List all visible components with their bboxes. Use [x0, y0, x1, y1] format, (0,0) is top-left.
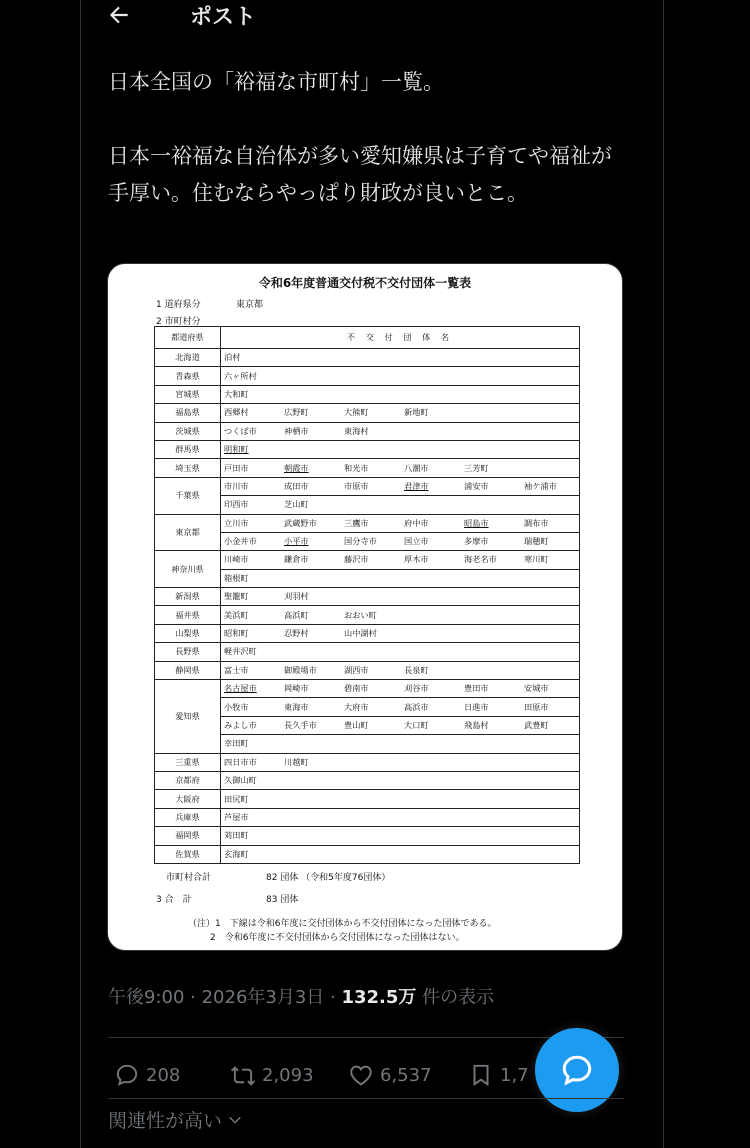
municipality-cell — [221, 698, 580, 716]
municipality-name: 大府市 — [344, 701, 369, 712]
municipality-name: 大熊町 — [344, 407, 369, 418]
municipality-name: 泊村 — [224, 352, 241, 363]
municipality-name: 芝山町 — [284, 499, 309, 510]
municipality-name: 明和町 — [224, 444, 249, 455]
municipality-name: 久御山町 — [224, 775, 257, 786]
table-row — [155, 349, 580, 367]
municipality-cell — [221, 808, 580, 826]
municipality-name: 昭島市 — [464, 517, 489, 528]
divider — [108, 1037, 624, 1038]
reply-icon — [114, 1062, 140, 1088]
prefecture-cell: 埼玉県 — [155, 459, 221, 477]
municipality-name: 碧南市 — [344, 683, 369, 694]
table-row — [155, 367, 580, 385]
municipality-name: 小金井市 — [224, 536, 257, 547]
municipality-name: 西郷村 — [224, 407, 249, 418]
table-row — [155, 771, 580, 789]
prefecture-cell: 佐賀県 — [155, 845, 221, 863]
municipality-name: 芦屋市 — [224, 811, 249, 822]
municipality-name: つくば市 — [224, 425, 257, 436]
total-value: 82 団体 （令和5年度76団体） — [266, 873, 391, 883]
municipality-name: 立川市 — [224, 517, 249, 528]
municipality-cell — [221, 496, 580, 514]
municipality-cell — [221, 735, 580, 753]
chevron-down-icon — [226, 1111, 244, 1129]
table-row — [155, 827, 580, 845]
post-meta — [108, 983, 494, 1009]
prefecture-cell: 新潟県 — [155, 588, 221, 606]
prefecture-cell: 神奈川県 — [155, 551, 221, 588]
municipality-name: 御殿場市 — [284, 664, 317, 675]
prefecture-cell: 大阪府 — [155, 790, 221, 808]
doc-line1-value: 東京都 — [236, 300, 264, 310]
table-row — [155, 404, 580, 422]
municipality-name: 名古屋市 — [224, 683, 257, 694]
top-bar — [80, 0, 664, 32]
prefecture-cell: 千葉県 — [155, 477, 221, 514]
municipality-name: 六ヶ所村 — [224, 370, 257, 381]
municipality-name: 東海市 — [284, 701, 309, 712]
municipality-name: 小平市 — [284, 536, 309, 547]
municipality-name: 小牧市 — [224, 701, 249, 712]
table-row — [155, 643, 580, 661]
prefecture-cell: 静岡県 — [155, 661, 221, 679]
post-timestamp[interactable]: 午後9:00 · 2026年3月3日 · — [108, 987, 342, 1008]
municipality-name: 印西市 — [224, 499, 249, 510]
prefecture-cell: 長野県 — [155, 643, 221, 661]
municipality-name: 武豊町 — [524, 720, 549, 730]
municipality-name: 寒川町 — [524, 554, 549, 565]
municipality-cell — [221, 404, 580, 422]
municipality-cell — [221, 367, 580, 385]
municipality-name: 大和町 — [224, 388, 249, 399]
back-button[interactable] — [106, 2, 136, 30]
chat-bubble-icon — [559, 1052, 595, 1088]
municipality-name: 三鷹市 — [344, 517, 369, 528]
divider — [108, 1098, 624, 1099]
arrow-left-icon — [106, 2, 132, 28]
note-2: 2 令和6年度に不交付団体から交付団体になった団体はない。 — [210, 933, 465, 943]
municipality-name: 岡崎市 — [284, 683, 309, 694]
municipality-cell — [221, 606, 580, 624]
municipality-name: 戸田市 — [224, 462, 249, 473]
sort-replies-dropdown[interactable] — [108, 1106, 244, 1133]
table-row — [155, 753, 580, 771]
municipality-name: 苅田町 — [224, 830, 249, 841]
municipality-cell — [221, 643, 580, 661]
municipality-cell — [221, 551, 580, 569]
prefecture-cell: 群馬県 — [155, 440, 221, 458]
municipality-name: 袖ケ浦市 — [524, 480, 557, 491]
grand-total-label: 3 合 計 — [156, 895, 192, 905]
municipality-name: 川崎市 — [224, 554, 249, 565]
municipality-name: 国立市 — [404, 536, 429, 547]
municipality-cell — [221, 477, 580, 495]
municipality-name: 高浜市 — [404, 701, 429, 712]
doc-line1-label: 1 道府県分 — [156, 300, 201, 310]
repost-button[interactable] — [230, 1058, 314, 1092]
table-row — [155, 422, 580, 440]
municipality-name: 市川市 — [224, 480, 249, 491]
prefecture-cell: 青森県 — [155, 367, 221, 385]
municipality-name: 調布市 — [524, 517, 549, 528]
prefecture-cell: 愛知県 — [155, 680, 221, 754]
table-row — [155, 845, 580, 863]
municipality-name: 成田市 — [284, 480, 309, 491]
municipality-name: 田原市 — [524, 701, 549, 712]
reply-button[interactable] — [114, 1058, 180, 1092]
municipality-cell — [221, 569, 580, 587]
prefecture-cell: 北海道 — [155, 349, 221, 367]
municipality-name: 三芳町 — [464, 462, 489, 473]
municipality-cell — [221, 514, 580, 532]
municipality-name: 日進市 — [464, 701, 489, 712]
municipality-name: 美浜町 — [224, 609, 249, 620]
municipality-name: 飛島村 — [464, 720, 489, 730]
table-row — [155, 808, 580, 826]
municipality-name: 東海村 — [344, 425, 369, 436]
like-count: 6,537 — [380, 1064, 432, 1086]
tweet-text: 日本全国の「裕福な市町村」一覧。 日本一裕福な自治体が多い愛知嫌県は子育てや福祉が手厚い。住むならやっぱり財政が良いとこ。 — [108, 70, 612, 205]
municipality-name: おおい町 — [344, 609, 377, 620]
prefecture-cell: 兵庫県 — [155, 808, 221, 826]
prefecture-cell: 宮城県 — [155, 385, 221, 403]
municipality-name: 八潮市 — [404, 462, 429, 473]
prefecture-cell: 福島県 — [155, 404, 221, 422]
municipality-name: 箱根町 — [224, 572, 249, 583]
municipality-name: 富士市 — [224, 664, 249, 675]
municipality-name: 長久手市 — [284, 720, 317, 730]
document-title: 令和6年度普通交付税不交付団体一覧表 — [258, 276, 472, 290]
municipality-cell — [221, 385, 580, 403]
municipality-name: 豊山町 — [344, 720, 369, 730]
municipality-table — [154, 326, 580, 864]
table-row — [155, 790, 580, 808]
municipality-name: 神栖市 — [284, 425, 309, 436]
municipality-cell — [221, 422, 580, 440]
municipality-name: 瑞穂町 — [524, 536, 549, 547]
table-row — [155, 661, 580, 679]
page-title: ポスト — [190, 5, 257, 30]
grand-total-value: 83 団体 — [266, 895, 299, 905]
bookmark-button[interactable] — [468, 1058, 529, 1092]
table-row — [155, 680, 580, 698]
table-row — [155, 477, 580, 495]
municipality-name: 長泉町 — [404, 664, 429, 675]
total-label: 市町村合計 — [166, 873, 212, 883]
municipality-name: 武蔵野市 — [284, 517, 317, 528]
municipality-name: 四日市市 — [224, 756, 257, 767]
municipality-name: 玄海町 — [224, 848, 249, 859]
municipality-name: 湖西市 — [344, 664, 369, 675]
table-row — [155, 440, 580, 458]
municipality-name: 安城市 — [524, 683, 549, 694]
municipality-name: 聖籠町 — [224, 591, 249, 602]
municipality-name: 多摩市 — [464, 536, 489, 547]
municipality-cell — [221, 459, 580, 477]
like-button[interactable] — [348, 1058, 432, 1092]
municipality-name: 刈谷市 — [404, 683, 429, 694]
prefecture-cell: 福岡県 — [155, 827, 221, 845]
repost-icon — [230, 1062, 256, 1088]
municipality-cell — [221, 771, 580, 789]
table-header-muni: 不 交 付 団 体 名 — [221, 327, 580, 349]
municipality-name: 府中市 — [404, 517, 429, 528]
table-row — [155, 606, 580, 624]
prefecture-cell: 山梨県 — [155, 624, 221, 642]
heart-icon — [348, 1062, 374, 1088]
municipality-name: 厚木市 — [404, 554, 429, 565]
attached-document-image[interactable] — [107, 263, 623, 951]
municipality-name: 昭和町 — [224, 628, 249, 639]
municipality-name: 川越町 — [284, 756, 309, 767]
table-row — [155, 514, 580, 532]
municipality-cell — [221, 532, 580, 550]
prefecture-cell: 京都府 — [155, 771, 221, 789]
prefecture-cell: 三重県 — [155, 753, 221, 771]
doc-line2-label: 2 市町村分 — [156, 317, 201, 327]
table-row — [155, 588, 580, 606]
municipality-name: 海老名市 — [464, 554, 497, 565]
municipality-name: 幸田町 — [224, 738, 249, 749]
compose-message-button[interactable] — [535, 1028, 619, 1112]
table-row — [155, 551, 580, 569]
municipality-name: 山中湖村 — [344, 628, 377, 639]
municipality-name: 朝霞市 — [284, 462, 309, 473]
reply-count: 208 — [146, 1064, 181, 1086]
municipality-name: 新地町 — [404, 407, 429, 418]
view-count-suffix: 件の表示 — [416, 987, 495, 1008]
table-row — [155, 459, 580, 477]
municipality-cell — [221, 440, 580, 458]
repost-count: 2,093 — [262, 1064, 314, 1086]
municipality-name: 国分寺市 — [344, 536, 377, 547]
municipality-cell — [221, 661, 580, 679]
table-row — [155, 385, 580, 403]
municipality-cell — [221, 349, 580, 367]
prefecture-cell: 茨城県 — [155, 422, 221, 440]
municipality-name: みよし市 — [224, 720, 257, 730]
municipality-name: 刈羽村 — [284, 591, 309, 602]
municipality-name: 豊田市 — [464, 683, 489, 694]
prefecture-cell: 東京都 — [155, 514, 221, 551]
municipality-cell — [221, 716, 580, 734]
municipality-cell — [221, 624, 580, 642]
municipality-cell — [221, 680, 580, 698]
municipality-name: 広野町 — [284, 407, 309, 418]
municipality-name: 君津市 — [404, 480, 429, 491]
sort-label: 関連性が高い — [108, 1110, 223, 1132]
municipality-name: 藤沢市 — [344, 554, 369, 565]
prefecture-cell: 福井県 — [155, 606, 221, 624]
municipality-name: 田尻町 — [224, 793, 249, 804]
municipality-name: 鎌倉市 — [284, 554, 309, 565]
municipality-name: 軽井沢町 — [224, 646, 257, 657]
municipality-cell — [221, 790, 580, 808]
municipality-name: 市原市 — [344, 480, 369, 491]
bookmark-icon — [468, 1062, 494, 1088]
municipality-name: 大口町 — [404, 720, 429, 730]
municipality-cell — [221, 827, 580, 845]
municipality-name: 和光市 — [344, 462, 369, 473]
municipality-cell — [221, 588, 580, 606]
municipality-name: 忍野村 — [284, 628, 309, 639]
municipality-cell — [221, 753, 580, 771]
table-row — [155, 624, 580, 642]
municipality-cell — [221, 845, 580, 863]
table-header-pref: 都道府県 — [155, 327, 221, 349]
bookmark-count: 1,7 — [500, 1064, 529, 1086]
municipality-name: 浦安市 — [464, 480, 489, 491]
municipality-name: 高浜町 — [284, 609, 309, 620]
note-1: （注）1 下線は令和6年度に交付団体から不交付団体になった団体である。 — [188, 919, 497, 929]
view-count: 132.5万 — [341, 987, 417, 1008]
